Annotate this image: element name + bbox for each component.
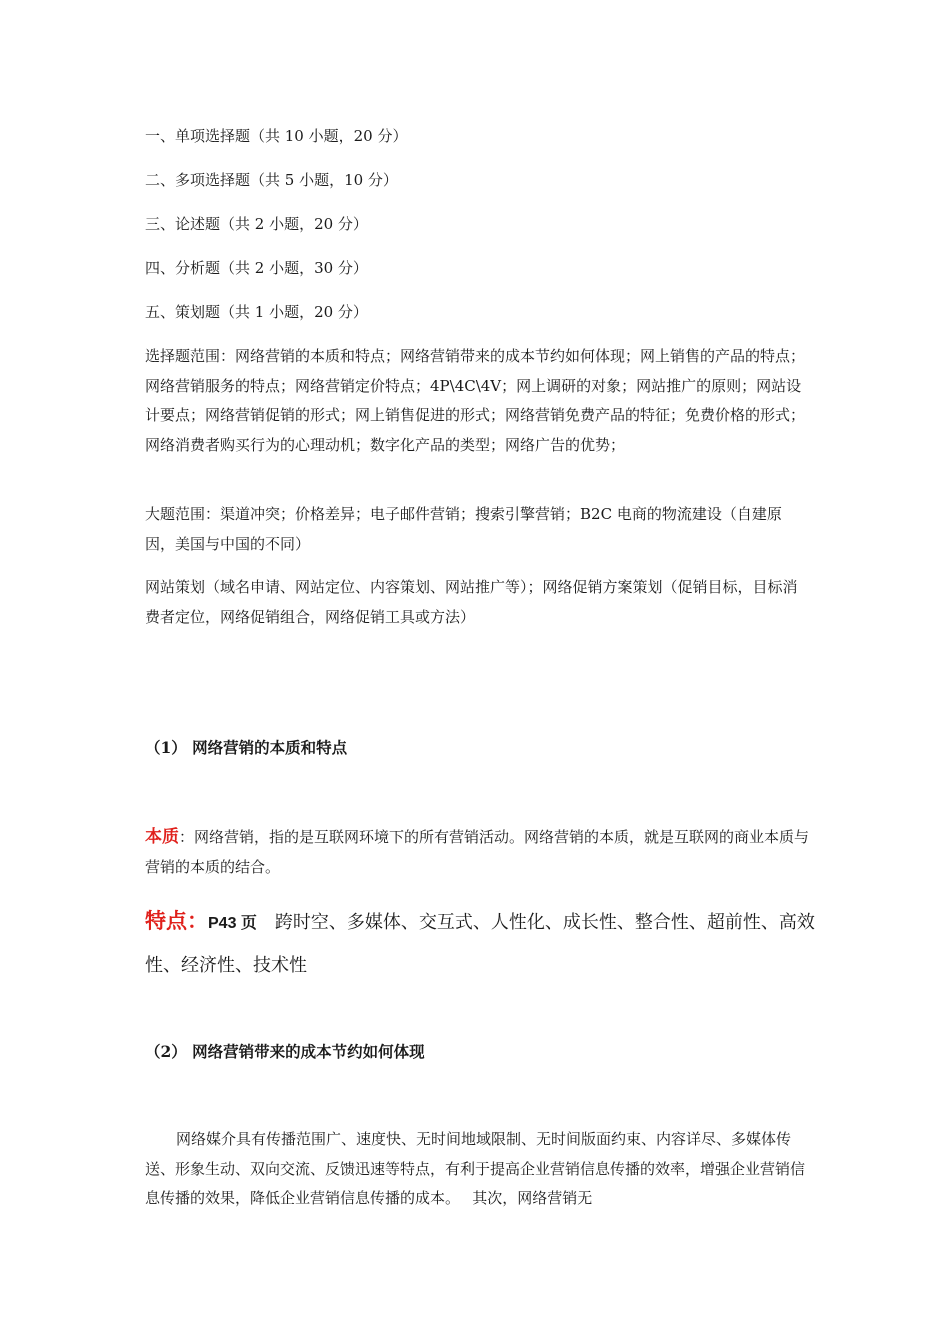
essence-text: ：网络营销，指的是互联网环境下的所有营销活动。网络营销的本质，就是互联网的商业本质与营销的本质的结合。 xyxy=(145,828,810,876)
exam-structure-item-5: 五、策划题（共 1 小题，20 分） xyxy=(145,303,368,321)
exam-structure-item-4: 四、分析题（共 2 小题，30 分） xyxy=(145,259,368,277)
exam-structure-item-1: 一、单项选择题（共 10 小题，20 分） xyxy=(145,127,408,145)
features-page: P43 页 xyxy=(208,915,257,932)
essence-label: 本质 xyxy=(145,827,179,847)
exam-structure-item-3: 三、论述题（共 2 小题，20 分） xyxy=(145,215,368,233)
scope-choice-paragraph: 选择题范围：网络营销的本质和特点；网络营销带来的成本节约如何体现；网上销售的产品的特点；网络营销服务的特点；网络营销定价特点；4P\4C\4V；网上调研的对象；网站推广的原则；网站设计要点；网络营销促销的形式；网上销售促进的形式；网络营销免费产品的特征；免费价格的形式；网络消费者购买行为的心理动机；数字化产品的类型；网络广告的优势； xyxy=(145,347,806,454)
essence-paragraph xyxy=(145,823,810,882)
section1-heading: （1） 网络营销的本质和特点 xyxy=(145,738,348,757)
section2-body: 网络媒介具有传播范围广、速度快、无时间地域限制、无时间版面约束、内容详尽、多媒体传送、形象生动、双向交流、反馈迅速等特点，有利于提高企业营销信息传播的效率，增强企业营销信息传播的效果，降低企业营销信息传播的成本。 其次，网络营销无 xyxy=(145,1130,806,1207)
features-paragraph xyxy=(145,900,825,987)
section2-heading: （2） 网络营销带来的成本节约如何体现 xyxy=(145,1042,425,1061)
exam-structure-item-2: 二、多项选择题（共 5 小题，10 分） xyxy=(145,171,398,189)
scope-major-paragraph: 大题范围：渠道冲突；价格差异；电子邮件营销；搜索引擎营销；B2C 电商的物流建设（自建原因，美国与中国的不同） xyxy=(145,505,782,553)
features-text: 跨时空、多媒体、交互式、人性化、成长性、整合性、超前性、高效性、经济性、技术性 xyxy=(145,912,815,976)
scope-plan-paragraph: 网站策划（域名申请、网站定位、内容策划、网站推广等）；网络促销方案策划（促销目标，目标消费者定位，网络促销组合，网络促销工具或方法） xyxy=(145,578,798,626)
features-label: 特点： xyxy=(145,908,208,933)
